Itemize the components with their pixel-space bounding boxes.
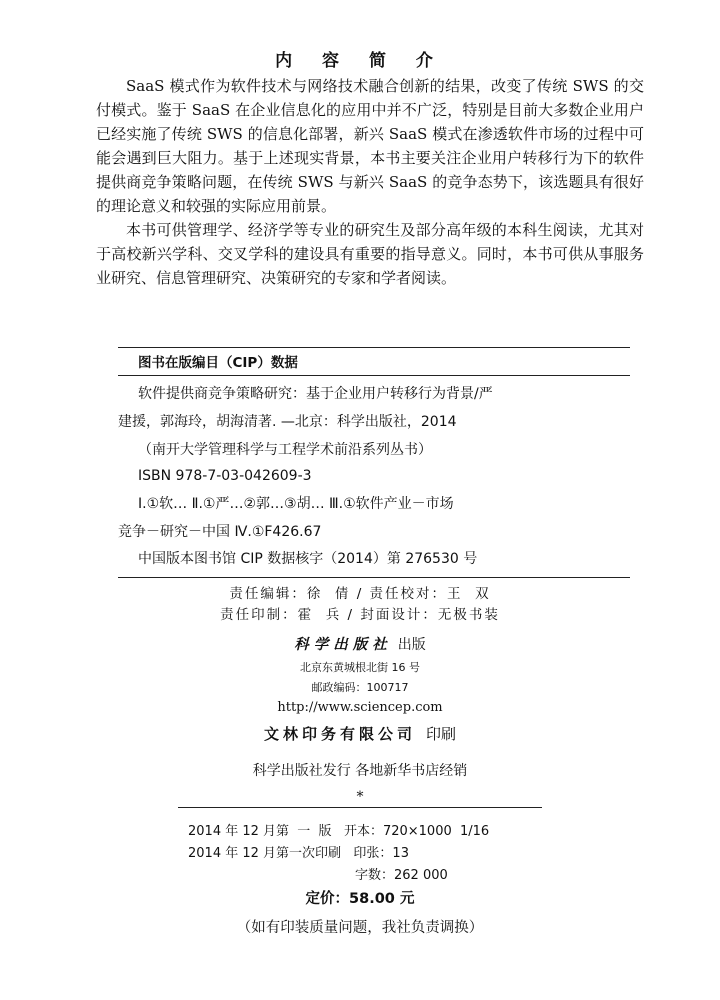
cip-isbn-line: ISBN 978-7-03-042609-3 — [138, 468, 312, 484]
publisher-suffix: 出版 — [397, 637, 426, 653]
cip-title-line: 软件提供商竞争策略研究：基于企业用户转移行为背景/严 — [138, 386, 493, 402]
publisher-url: http://www.sciencep.com — [277, 700, 443, 715]
intro-paragraph-2: 本书可供管理学、经济学等专业的研究生及部分高年级的本科生阅读，尤其对于高校新兴学科、交叉学科的建设具有重要的指导意义。同时，本书可供从事服务业研究、信息管理研究、决策研究的专家和学者阅读。 — [96, 221, 644, 287]
cip-classification-line-2: 竞争－研究－中国 Ⅳ.①F426.67 — [118, 524, 322, 540]
printer-suffix: 印刷 — [426, 725, 457, 743]
edition-line: 2014 年 12 月第 一 版 开本：720×1000 1/16 — [188, 824, 490, 839]
publisher-postcode: 邮政编码：100717 — [311, 681, 409, 694]
intro-paragraph-1: SaaS 模式作为软件技术与网络技术融合创新的结果，改变了传统 SWS 的交付模式。鉴于 SaaS 在企业信息化的应用中并不广泛，特别是目前大多数企业用户已经实施了传统 SWS 的信息化部署，新兴 SaaS 模式在渗透软件市场的过程中可能会遇到巨大阻力。基于上述现实背景，本书主要关注企业用户转移行为下的软件提供商竞争策略问题，在传统 SWS 与新兴 SaaS 的竞争态势下，该选题具有很好的理论意义和较强的实际应用前景。 — [96, 77, 644, 215]
intro-text — [96, 74, 644, 290]
quality-note: （如有印装质量问题，我社负责调换） — [236, 920, 484, 936]
production-credits: 责任印制：霍 兵 / 封面设计：无极书装 — [220, 607, 500, 623]
editor-credits: 责任编辑：徐 倩 / 责任校对：王 双 — [229, 586, 491, 602]
publisher-name: 科学出版社 — [294, 636, 392, 653]
printer-line — [0, 723, 720, 744]
cip-classification-line: Ⅰ.①软… Ⅱ.①严…②郭…③胡… Ⅲ.①软件产业－市场 — [138, 496, 454, 512]
cip-series-line: （南开大学管理科学与工程学术前沿系列丛书） — [138, 442, 432, 458]
cip-authors-line: 建援，郭海玲，胡海清著. —北京：科学出版社，2014 — [118, 414, 457, 430]
publisher-address: 北京东黄城根北街 16 号 — [300, 661, 420, 674]
distribution-line: 科学出版社发行 各地新华书店经销 — [252, 763, 468, 779]
price: 定价：58.00 元 — [305, 891, 415, 907]
printer-name: 文林印务有限公司 — [263, 725, 416, 743]
cip-divider — [118, 375, 630, 376]
printing-line: 2014 年 12 月第一次印刷 印张：13 — [188, 846, 409, 861]
publisher-line — [0, 633, 720, 654]
cip-record-number: 中国版本图书馆 CIP 数据核字（2014）第 276530 号 — [138, 551, 478, 567]
intro-title: 内 容 简 介 — [275, 51, 445, 71]
cip-heading: 图书在版编目（CIP）数据 — [138, 355, 298, 371]
separator-star: * — [356, 789, 364, 805]
spec-divider — [178, 807, 542, 808]
word-count-line: 字数：262 000 — [355, 868, 448, 883]
cip-data-block — [118, 347, 630, 578]
